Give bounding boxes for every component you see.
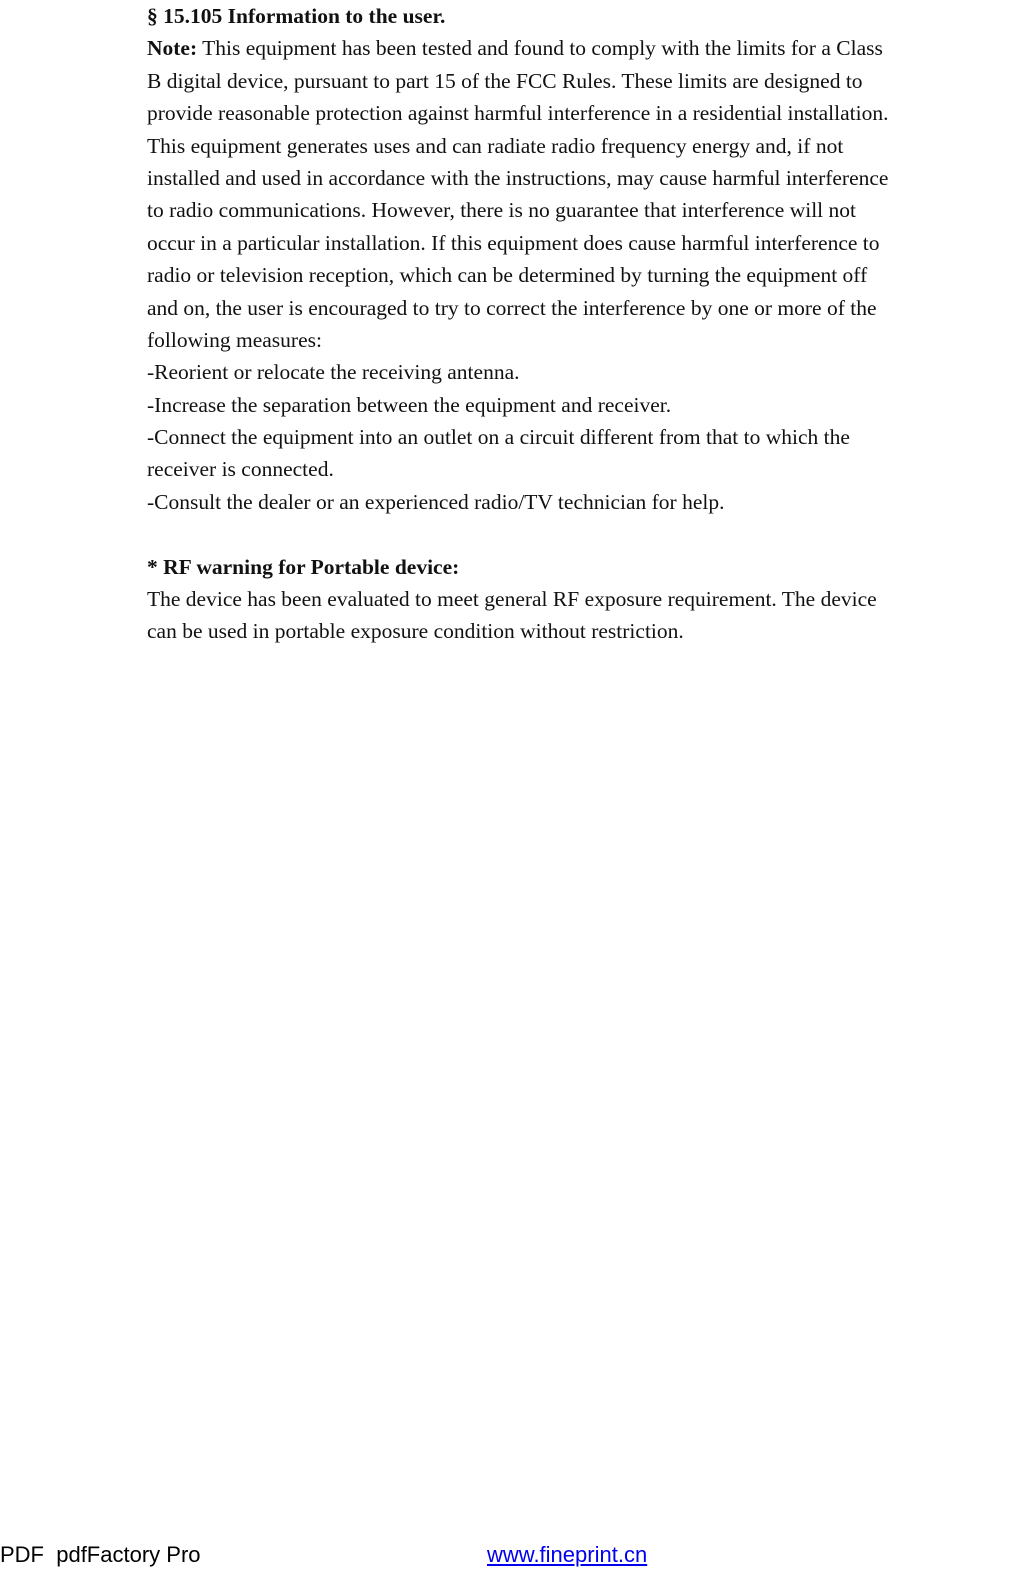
note-text-0: This equipment has been tested and found to comply with the limits for a Class [197, 36, 883, 61]
rf-line-1: can be used in portable exposure condition without restriction. [147, 619, 684, 644]
paragraph-spacer [147, 518, 1009, 550]
note-line-3: This equipment generates uses and can radiate radio frequency energy and, if not [147, 133, 844, 158]
note-line-4: installed and used in accordance with the instructions, may cause harmful interference [147, 165, 889, 190]
pdffactory-label: PDF pdfFactory Pro [0, 1542, 201, 1567]
rf-warning-heading: * RF warning for Portable device: [147, 554, 460, 579]
pdf-footer [0, 1538, 1009, 1572]
measure-item-1: -Increase the separation between the equipment and receiver. [147, 392, 672, 417]
note-line-6: occur in a particular installation. If this equipment does cause harmful interference to [147, 230, 880, 255]
note-line-2: provide reasonable protection against harmful interference in a residential installation. [147, 101, 889, 126]
measure-item-2: -Connect the equipment into an outlet on a circuit different from that to which the [147, 425, 850, 450]
note-line-9: following measures: [147, 327, 322, 352]
fineprint-link[interactable]: www.fineprint.cn [487, 1542, 648, 1567]
rf-line-0: The device has been evaluated to meet general RF exposure requirement. The device [147, 587, 877, 612]
note-line-8: and on, the user is encouraged to try to correct the interference by one or more of the [147, 295, 877, 320]
note-label: Note: [147, 36, 198, 61]
section-heading: § 15.105 Information to the user. [147, 4, 446, 28]
note-line-7: radio or television reception, which can be determined by turning the equipment off [147, 263, 868, 288]
measure-item-3: receiver is connected. [147, 457, 334, 482]
note-line-1: B digital device, pursuant to part 15 of the FCC Rules. These limits are designed to [147, 68, 863, 93]
measure-item-0: -Reorient or relocate the receiving antenna. [147, 360, 520, 385]
measure-item-4: -Consult the dealer or an experienced radio/TV technician for help. [147, 489, 725, 514]
note-line-5: to radio communications. However, there is no guarantee that interference will not [147, 198, 856, 223]
note-line-0 [147, 32, 1009, 64]
document-body [147, 0, 1009, 648]
